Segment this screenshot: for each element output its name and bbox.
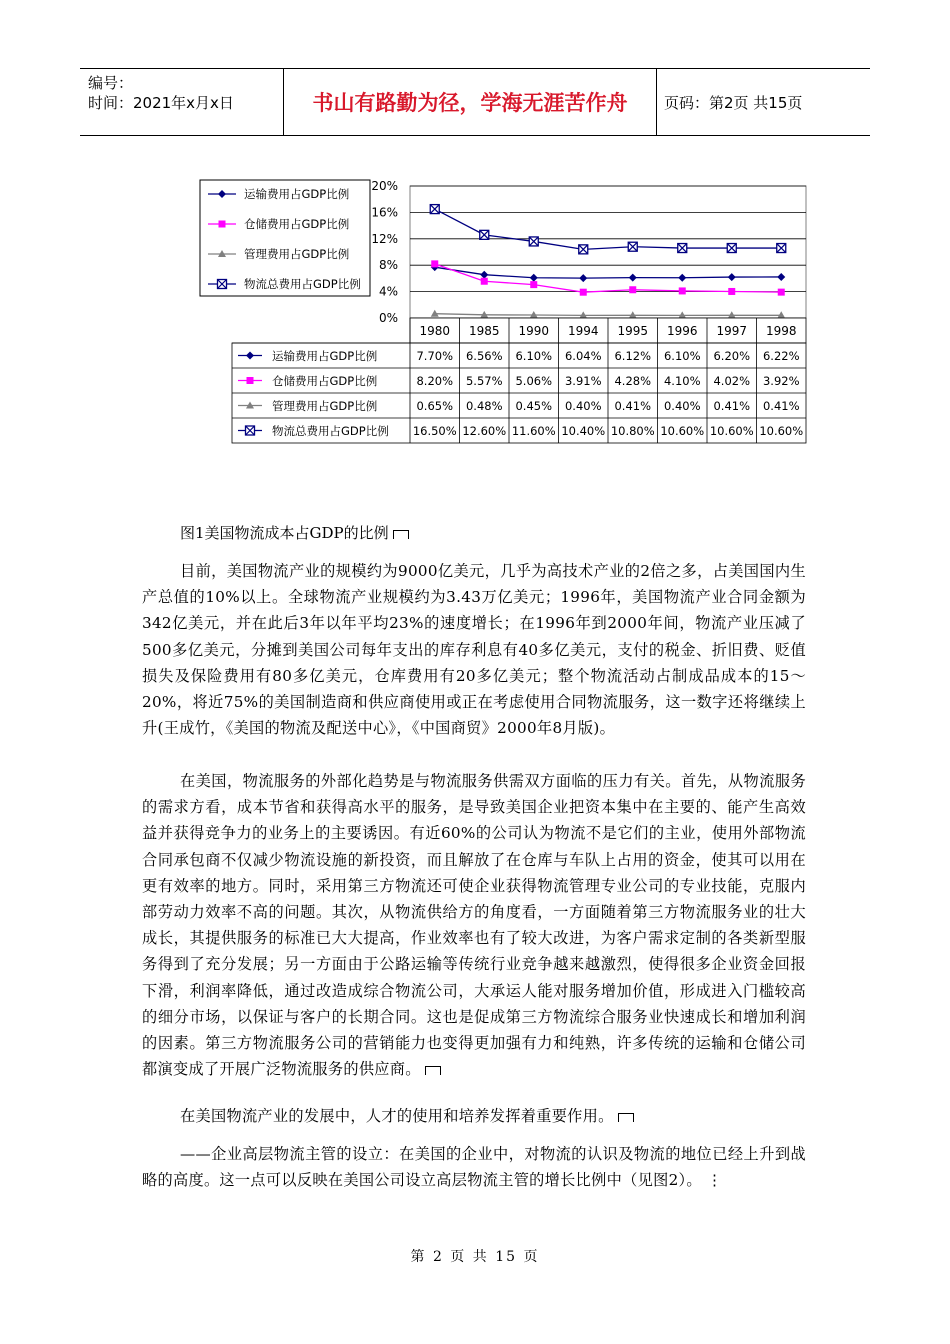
data-label: 10.60% (709, 424, 754, 438)
data-point (679, 287, 686, 294)
x-tick-label: 1994 (567, 324, 599, 338)
data-label: 0.41% (762, 399, 800, 413)
data-label: 6.22% (762, 349, 800, 363)
data-label: 4.28% (614, 374, 652, 388)
header-page-number: 页码：第2页 共15页 (664, 93, 803, 112)
data-point (580, 289, 587, 296)
header-meta (80, 69, 284, 135)
header-motto: 书山有路勤为径，学海无涯苦作舟 (284, 69, 657, 135)
paragraph-mark-icon (618, 1113, 634, 1122)
legend-label: 运输费用占GDP比例 (244, 187, 350, 201)
table-series-label: 物流总费用占GDP比例 (272, 424, 389, 438)
x-tick-label: 1985 (468, 324, 500, 338)
data-label: 6.10% (663, 349, 701, 363)
data-label: 6.10% (515, 349, 553, 363)
y-tick-label: 0% (378, 311, 398, 325)
page-footer: 第 2 页 共 15 页 (410, 1249, 540, 1265)
legend-label: 物流总费用占GDP比例 (244, 277, 361, 291)
data-label: 0.45% (515, 399, 553, 413)
data-point (728, 288, 735, 295)
table-series-label: 仓储费用占GDP比例 (272, 374, 378, 388)
plot-area (410, 186, 806, 318)
y-tick-label: 20% (371, 179, 398, 193)
data-label: 12.60% (462, 424, 507, 438)
data-label: 3.91% (564, 374, 602, 388)
legend-label: 管理费用占GDP比例 (244, 247, 350, 261)
data-label: 4.02% (713, 374, 751, 388)
data-point (481, 278, 488, 285)
x-tick-label: 1998 (765, 324, 797, 338)
data-label: 0.41% (713, 399, 751, 413)
data-point (431, 260, 438, 267)
y-tick-label: 4% (378, 284, 398, 299)
y-tick-label: 12% (371, 231, 398, 246)
data-label: 10.60% (759, 424, 804, 438)
y-tick-label: 8% (378, 258, 398, 273)
data-label: 6.12% (614, 349, 652, 363)
table-legend-marker (247, 377, 254, 384)
paragraph-2: 在美国，物流服务的外部化趋势是与物流服务供需双方面临的压力有关。首先，从物流服务的需求方看，成本节省和获得高水平的服务，是导致美国企业把资本集中在主要的、能产生高效益并获得竞争力的业务上的主要诱因。有近60%的公司认为物流不是它们的主业，使用外部物流合同承包商不仅减少物流设施的新投资，而且解放了在仓库与车队上占用的资金，使其可以用在更有效率的地方。同时，采用第三方物流还可使企业获得物流管理专业公司的专业技能，克服内部劳动力效率不高的问题。其次，从物流供给方的角度看，一方面随着第三方物流服务业的壮大成长，其提供服务的标准已大大提高，作业效率也有了较大改进，为客户需求定制的各类新型服务得到了充分发展；另一方面由于公路运输等传统行业竞争越来越激烈，使得很多企业资金回报下滑，利润率降低，通过改造成综合物流公司，大承运人能对服务增加价值，形成进入门槛较高的细分市场，以保证与客户的长期合同。这也是促成第三方物流综合服务业快速成长和增加利润的因素。第三方物流服务公司的营销能力也变得更加强有力和纯熟，许多传统的运输和仓储公司都演变成了开展广泛物流服务的供应商。 (142, 772, 806, 1079)
table-series-label: 管理费用占GDP比例 (272, 399, 378, 413)
y-tick-label: 16% (371, 205, 398, 220)
paragraph-4: ——企业高层物流主管的设立：在美国的企业中，对物流的认识及物流的地位已经上升到战略的高度。这一点可以反映在美国公司设立高层物流主管的增长比例中（见图2）。 ⋮ (142, 1145, 806, 1190)
x-tick-label: 1990 (518, 324, 550, 338)
data-label: 10.40% (561, 424, 606, 438)
data-label: 4.10% (663, 374, 701, 388)
data-label: 10.60% (660, 424, 705, 438)
logistics-cost-chart (196, 172, 816, 444)
date-label: 时间：2021年x月x日 (88, 94, 234, 112)
legend-label: 仓储费用占GDP比例 (244, 217, 350, 231)
data-label: 7.70% (416, 349, 454, 363)
data-point (530, 281, 537, 288)
data-label: 0.41% (614, 399, 652, 413)
data-point (778, 289, 785, 296)
x-tick-label: 1980 (419, 324, 451, 338)
data-label: 16.50% (412, 424, 457, 438)
data-label: 3.92% (762, 374, 800, 388)
paragraph-mark-icon (393, 530, 409, 539)
data-label: 5.06% (515, 374, 553, 388)
data-label: 6.04% (564, 349, 602, 363)
ellipsis-mark-icon: ⋮ (701, 1171, 723, 1190)
legend-marker (219, 221, 226, 228)
data-label: 6.56% (465, 349, 503, 363)
data-label: 11.60% (511, 424, 556, 438)
figure-caption: 图1美国物流成本占GDP的比例 (180, 522, 409, 543)
paragraph-3: 在美国物流产业的发展中，人才的使用和培养发挥着重要作用。 (142, 1103, 806, 1129)
number-label: 编号： (88, 74, 134, 92)
data-label: 8.20% (416, 374, 454, 388)
data-label: 10.80% (610, 424, 655, 438)
page-header (80, 68, 870, 136)
data-label: 5.57% (465, 374, 503, 388)
x-tick-label: 1995 (617, 324, 649, 338)
x-tick-label: 1997 (716, 324, 748, 338)
data-point (629, 286, 636, 293)
data-label: 0.40% (663, 399, 701, 413)
data-label: 0.65% (416, 399, 454, 413)
x-tick-label: 1996 (666, 324, 698, 338)
table-series-label: 运输费用占GDP比例 (272, 349, 378, 363)
paragraph-mark-icon (425, 1066, 441, 1075)
data-label: 0.48% (465, 399, 503, 413)
data-label: 6.20% (713, 349, 751, 363)
paragraph-1: 目前，美国物流产业的规模约为9000亿美元，几乎为高技术产业的2倍之多，占美国国内生产总值的10%以上。全球物流产业规模约为3.43万亿美元；1996年，美国物流产业合同金额为342亿美元，并在此后3年以年平均23%的速度增长；在1996年到2000年间，物流产业压减了500多亿美元，分摊到美国公司每年支出的库存利息有40多亿美元，支付的税金、折旧费、贬值损失及保险费用有80多亿美元，仓库费用有20多亿美元；整个物流活动占制成品成本的15～20%，将近75%的美国制造商和供应商使用或正在考虑使用合同物流服务，这一数字还将继续上升(王成竹，《美国的物流及配送中心》，《中国商贸》2000年8月版)。 (142, 562, 806, 738)
data-label: 0.40% (564, 399, 602, 413)
